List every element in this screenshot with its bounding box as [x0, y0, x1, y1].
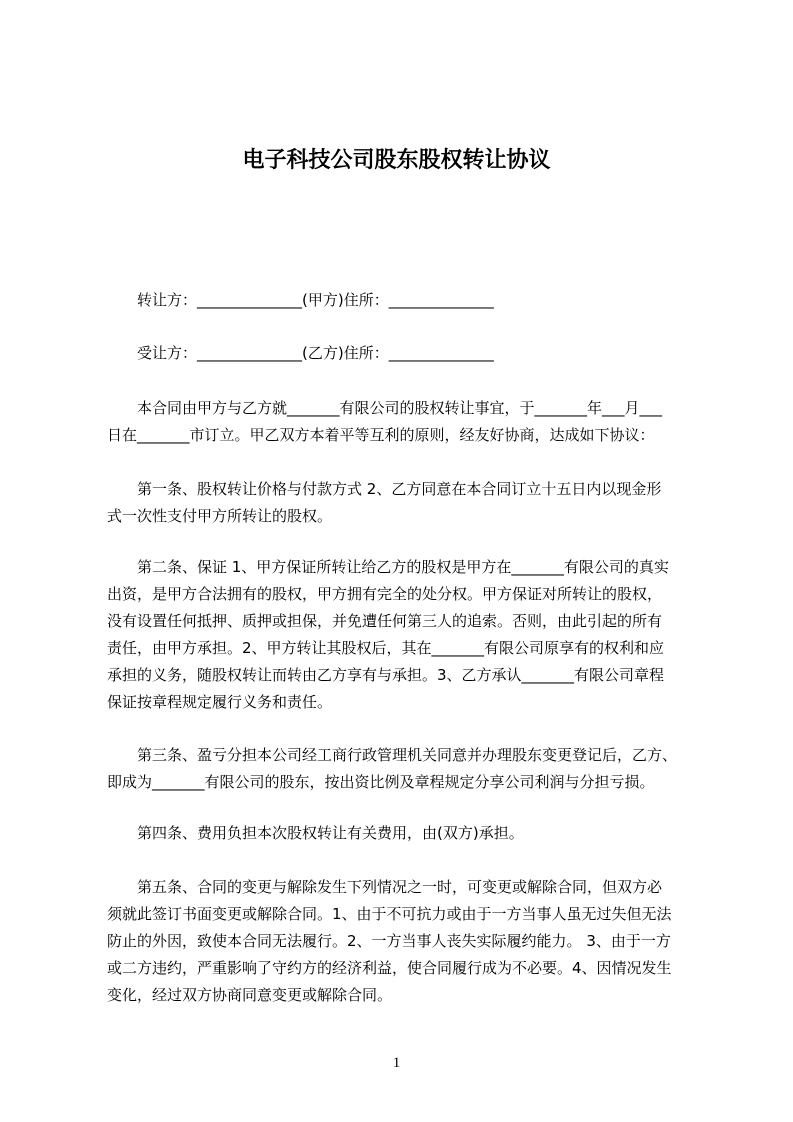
article-2-line: 责任，由甲方承担。2、甲方转让其股权后，其在_______有限公司原享有的权利和应: [107, 639, 665, 657]
article-2-line: 保证按章程规定履行义务和责任。: [107, 693, 333, 711]
article-2-line: 没有设置任何抵押、质押或担保，并免遭任何第三人的追索。否则，由此引起的所有: [107, 612, 663, 630]
article-5-line: 或二方违约，严重影响了守约方的经济利益，使合同履行成为不必要。4、因情况发生: [107, 959, 672, 977]
article-4-line: 第四条、费用负担本次股权转让有关费用，由(双方)承担。: [137, 824, 524, 842]
article-2-line: 第二条、保证 1、甲方保证所转让给乙方的股权是甲方在_______有限公司的真实: [137, 558, 669, 576]
article-5-line: 防止的外因，致使本合同无法履行。2、一方当事人丧失实际履约能力。 3、由于一方: [107, 932, 671, 950]
transferee-line: 受让方：______________(乙方)住所：______________: [137, 344, 494, 362]
intro-paragraph-line: 本合同由甲方与乙方就_______有限公司的股权转让事宜，于_______年___月___: [137, 399, 663, 417]
article-5-line: 第五条、合同的变更与解除发生下列情况之一时，可变更或解除合同，但双方必: [137, 878, 663, 896]
article-2-line: 出资，是甲方合法拥有的股权，甲方拥有完全的处分权。甲方保证对所转让的股权，: [107, 585, 663, 603]
article-5-line: 变化，经过双方协商同意变更或解除合同。: [107, 986, 393, 1004]
article-5-line: 须就此签订书面变更或解除合同。1、由于不可抗力或由于一方当事人虽无过失但无法: [107, 905, 672, 923]
transferor-line: 转让方：______________(甲方)住所：______________: [137, 291, 494, 309]
article-2-line: 承担的义务，随股权转让而转由乙方享有与承担。3、乙方承认_______有限公司章程: [107, 666, 665, 684]
article-1-line: 第一条、股权转让价格与付款方式 2、乙方同意在本合同订立十五日内以现金形: [137, 480, 662, 498]
page-number: 1: [392, 1055, 401, 1071]
article-3-line: 第三条、盈亏分担本公司经工商行政管理机关同意并办理股东变更登记后，乙方、: [137, 746, 678, 764]
document-title: 电子科技公司股东股权转让协议: [242, 148, 551, 173]
article-3-line: 即成为_______有限公司的股东，按出资比例及章程规定分享公司利润与分担亏损。: [107, 773, 655, 791]
article-1-line: 式一次性支付甲方所转让的股权。: [107, 507, 333, 525]
intro-paragraph-line: 日在_______市订立。甲乙双方本着平等互利的原则，经友好协商，达成如下协议：: [107, 426, 655, 444]
